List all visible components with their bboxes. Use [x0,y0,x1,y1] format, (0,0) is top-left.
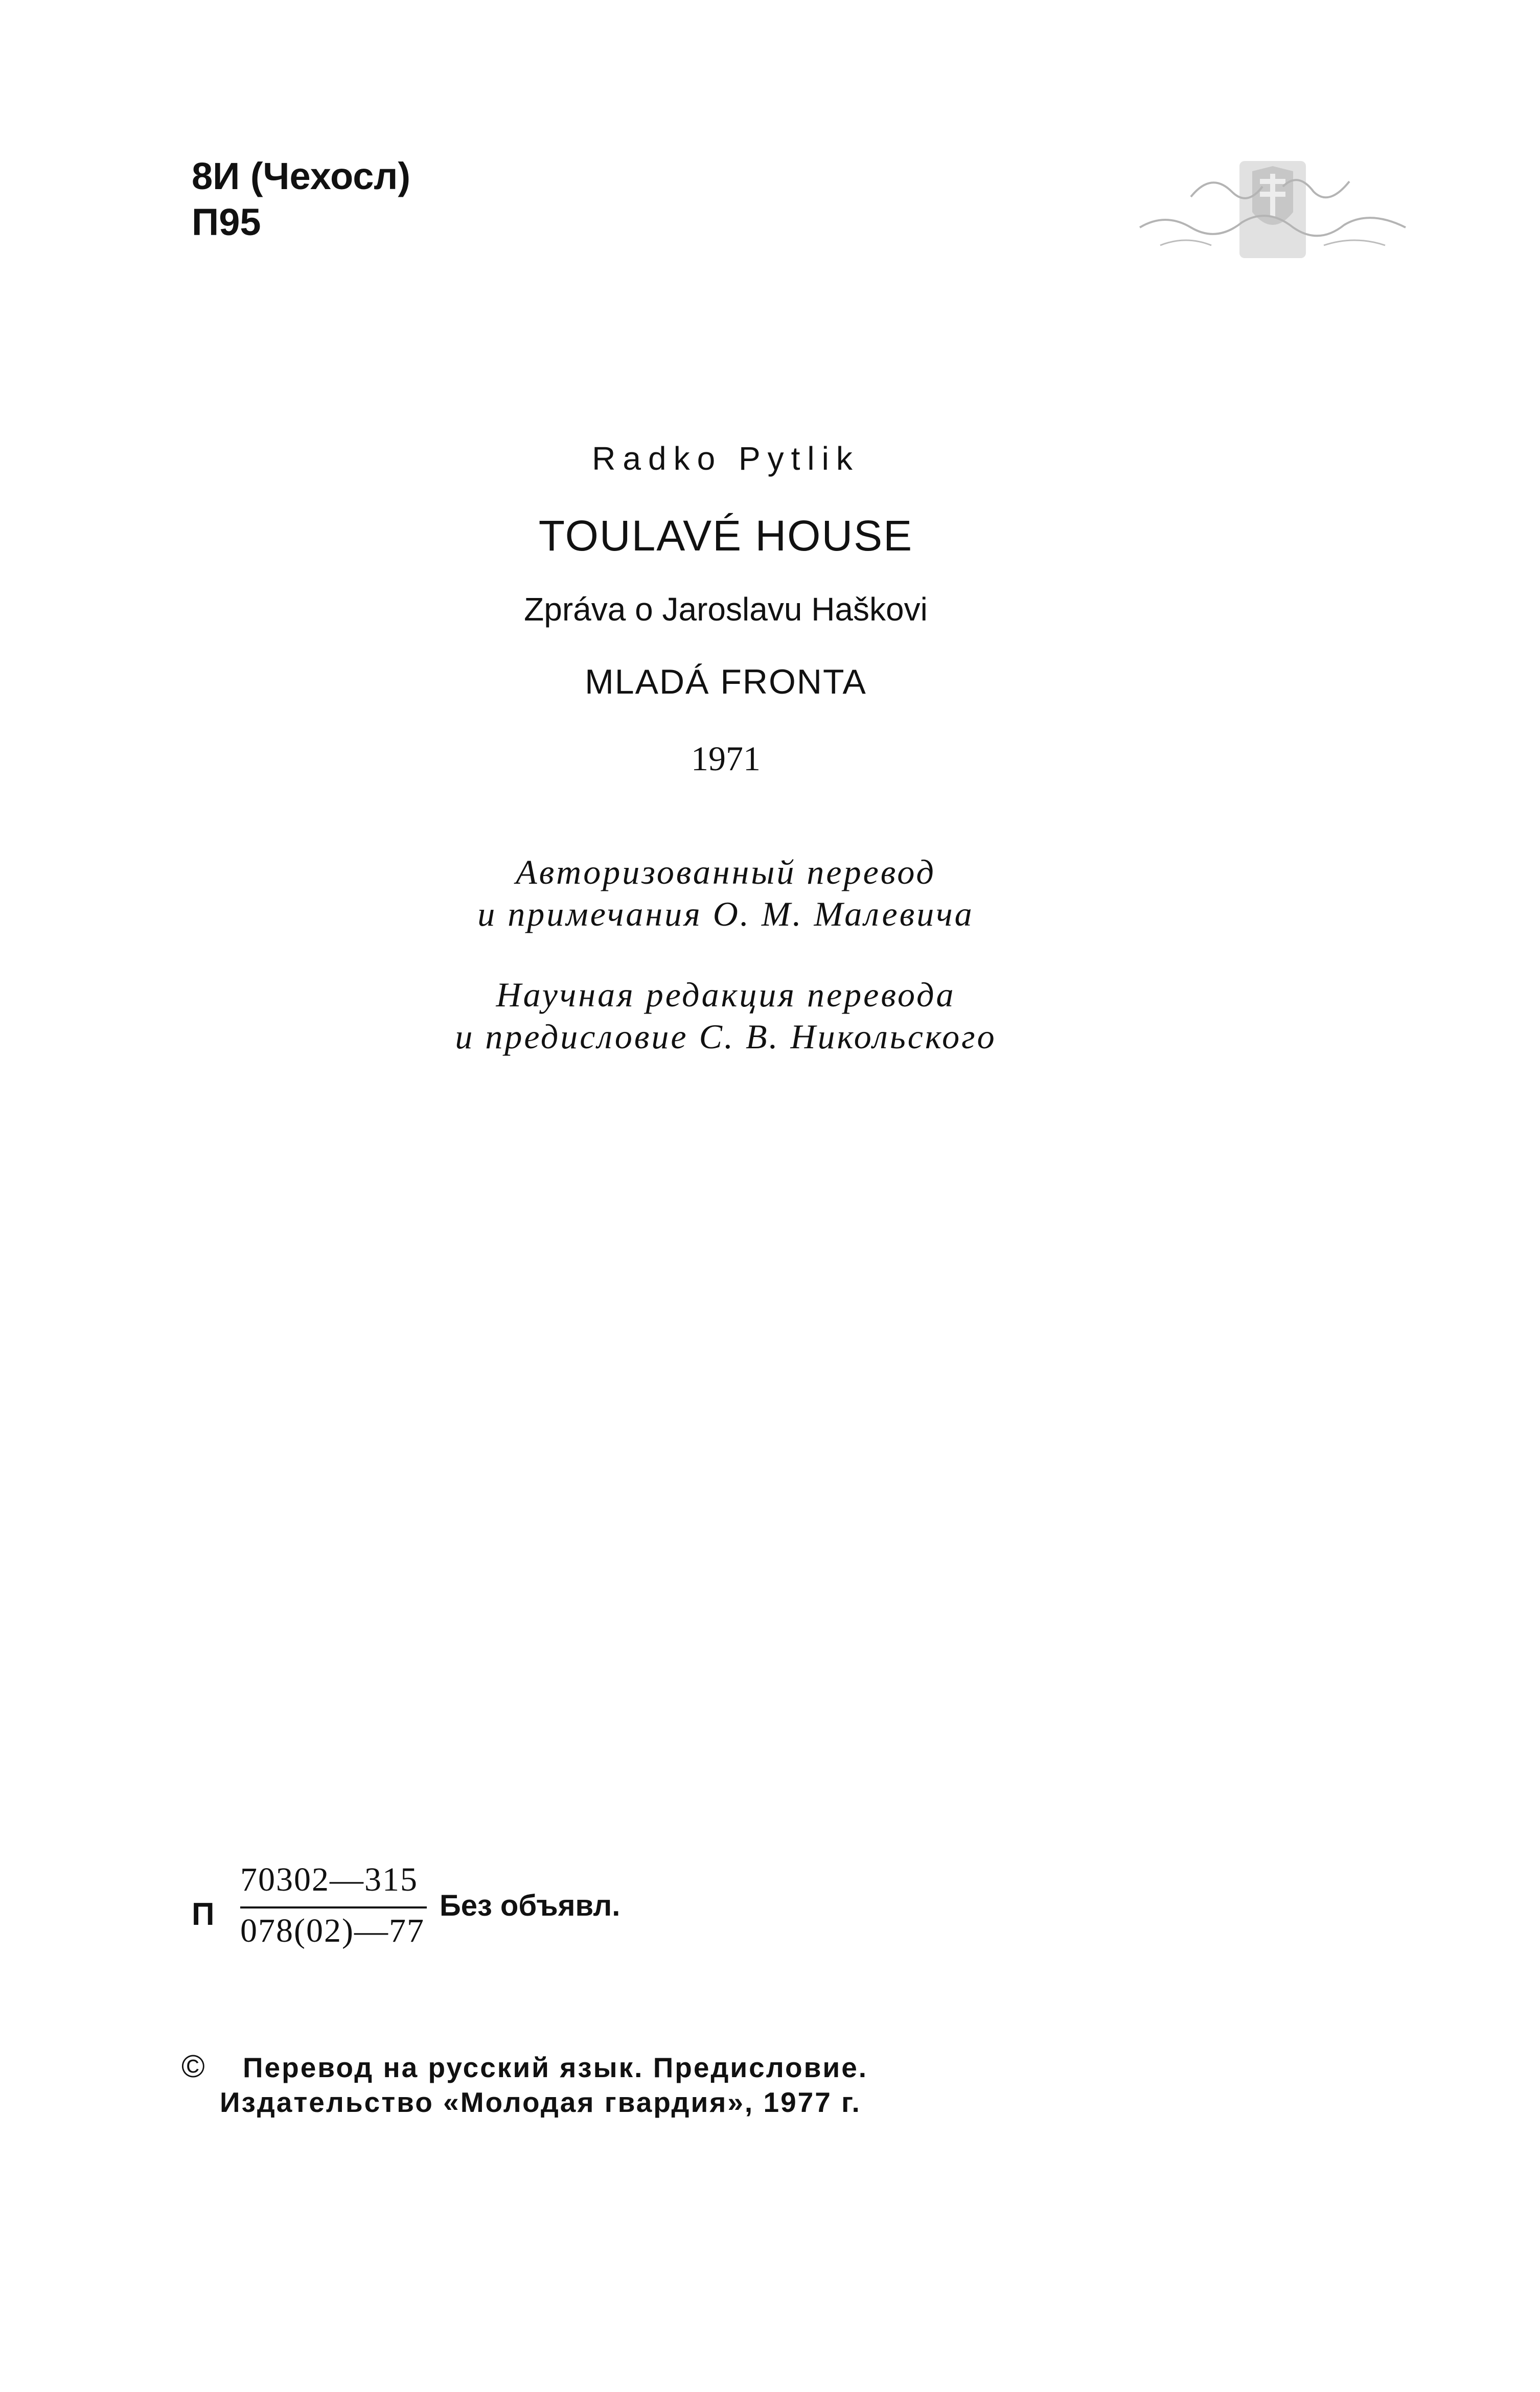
original-publisher: MLADÁ FRONTA [585,662,867,701]
library-code-line-2: П95 [192,201,261,243]
editing-credit-line-2: и предисловие С. В. Никольского [455,1017,997,1056]
editing-credit [0,974,1452,1057]
catalog-fraction-line [240,1906,427,1908]
original-subtitle: Zpráva o Jaroslavu Haškovi [524,591,928,628]
copyright-notice [181,2050,868,2120]
catalog-note: Без объявл. [440,1889,620,1922]
catalog-numerator: 70302—315 [240,1861,418,1898]
editing-credit-line-1: Научная редакция перевода [496,975,956,1014]
catalog-index [192,1860,703,1963]
author-name: Radko Pytlik [592,440,860,477]
catalog-letter: П [192,1897,215,1932]
copyright-line-1 [181,2050,868,2085]
catalog-denominator: 078(02)—77 [240,1912,425,1949]
library-code-line-1: 8И (Чехосл) [192,155,411,197]
library-classification-code [192,153,410,245]
copyright-text-1: Перевод на русский язык. Предисловие. [243,2052,868,2083]
original-year: 1971 [691,739,761,778]
translation-credit [0,851,1452,935]
scanner-watermark-logo [1130,151,1416,268]
translation-credit-line-1: Авторизованный перевод [516,853,936,891]
translation-credit-line-2: и примечания О. М. Малевича [477,894,974,933]
original-title: TOULAVÉ HOUSE [538,512,913,560]
copyright-line-2: Издательство «Молодая гвардия», 1977 г. [220,2086,861,2118]
copyright-symbol: © [181,2049,206,2084]
